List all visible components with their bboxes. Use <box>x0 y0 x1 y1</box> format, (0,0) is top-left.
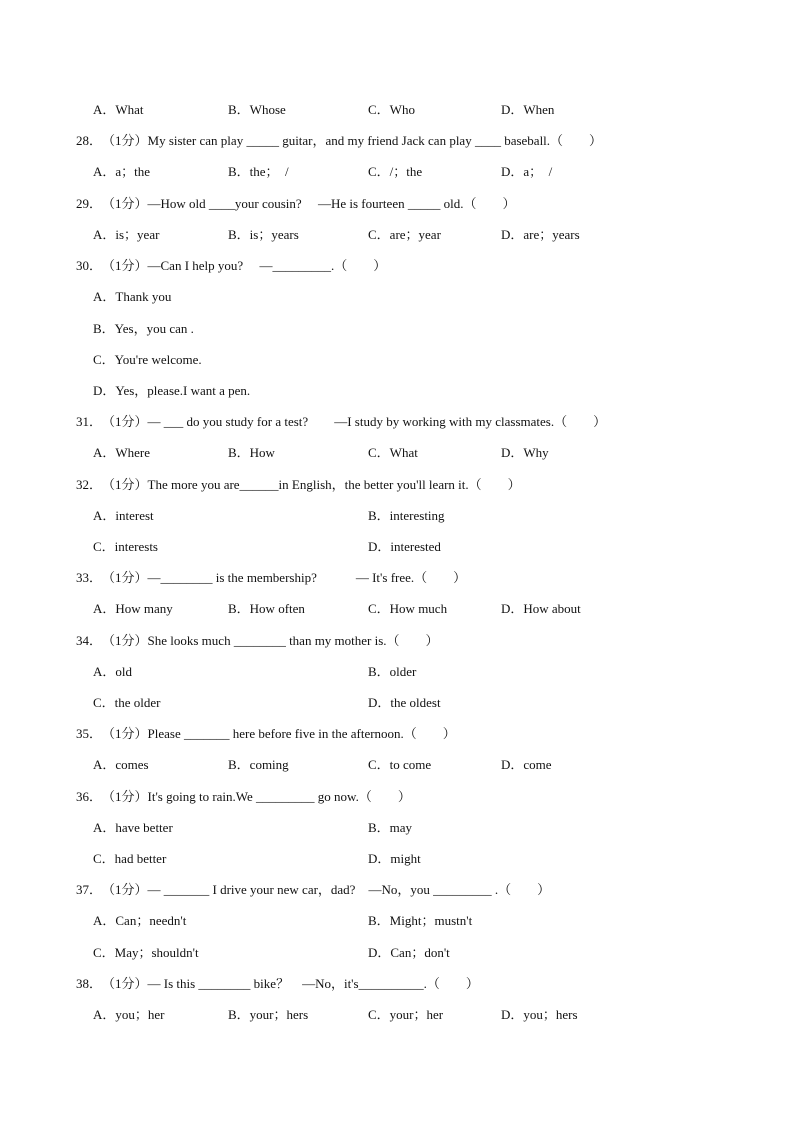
q28-option-a: A．a；the <box>93 164 151 179</box>
q38-option-a: A．you；her <box>93 1007 165 1022</box>
q35-option-b: B．coming <box>228 757 289 772</box>
q34-text: She looks much ________ than my mother is.（ ） <box>147 633 439 648</box>
q29-text: —How old ____your cousin? —He is fourteen _____ old.（ ） <box>147 196 516 211</box>
q35-text: Please _______ here before five in the afternoon.（ ） <box>147 726 456 741</box>
q38-text: — Is this ________ bike？ —No，it's__________.（ ） <box>147 976 479 991</box>
q27-option-a: A．What <box>93 102 144 117</box>
q32-stem <box>0 475 794 495</box>
q38-number: 38． <box>76 976 103 991</box>
q29-option-b: B．is；years <box>228 227 299 242</box>
q36-score: （1分） <box>102 789 148 804</box>
q27-option-d: D．When <box>501 102 555 117</box>
q37-text: — _______ I drive your new car，dad? —No，you _________ .（ ） <box>147 882 551 897</box>
q32-option-d: D．interested <box>368 539 441 554</box>
q37-score: （1分） <box>102 882 148 897</box>
q31-text: — ___ do you study for a test? —I study by working with my classmates.（ ） <box>147 414 607 429</box>
q35-option-a: A．comes <box>93 757 149 772</box>
q33-text: —________ is the membership? — It's free.（ ） <box>147 570 467 585</box>
q38-option-d: D．you；hers <box>501 1007 578 1022</box>
q32-number: 32． <box>76 477 103 492</box>
q36-option-d: D．might <box>368 851 421 866</box>
q34-number: 34． <box>76 633 103 648</box>
q34-option-a: A．old <box>93 664 133 679</box>
q36-option-a: A．have better <box>93 820 173 835</box>
q36-text: It's going to rain.We _________ go now.（ ） <box>147 789 411 804</box>
q28-option-b: B．the； / <box>228 164 289 179</box>
q27-options <box>0 100 794 120</box>
q31-option-a: A．Where <box>93 445 151 460</box>
q35-number: 35． <box>76 726 103 741</box>
q28-option-c: C．/；the <box>368 164 423 179</box>
q33-option-d: D．How about <box>501 601 581 616</box>
q31-option-d: D．Why <box>501 445 549 460</box>
q32-options-row2 <box>0 537 794 557</box>
q30-option-c-row <box>0 350 794 370</box>
q38-option-b: B．your；hers <box>228 1007 309 1022</box>
q36-option-b: B．may <box>368 820 413 835</box>
q32-score: （1分） <box>102 477 148 492</box>
q30-option-b: B．Yes，you can . <box>93 321 194 336</box>
q34-stem <box>0 631 794 651</box>
q37-stem <box>0 880 794 900</box>
q29-option-a: A．is；year <box>93 227 160 242</box>
q33-option-a: A．How many <box>93 601 173 616</box>
q34-option-c: C．the older <box>93 695 161 710</box>
q30-stem <box>0 256 794 276</box>
q28-number: 28． <box>76 133 103 148</box>
q33-option-b: B．How often <box>228 601 305 616</box>
q28-score: （1分） <box>102 133 148 148</box>
q32-option-b: B．interesting <box>368 508 445 523</box>
q29-option-c: C．are；year <box>368 227 441 242</box>
q30-option-b-row <box>0 319 794 339</box>
q29-stem <box>0 194 794 214</box>
q34-option-b: B．older <box>368 664 417 679</box>
q30-option-c: C．You're welcome. <box>93 352 202 367</box>
q31-number: 31． <box>76 414 103 429</box>
q36-options-row1 <box>0 818 794 838</box>
q35-option-d: D．come <box>501 757 552 772</box>
q36-stem <box>0 787 794 807</box>
q34-options-row1 <box>0 662 794 682</box>
q36-options-row2 <box>0 849 794 869</box>
q30-text: —Can I help you? —_________.（ ） <box>147 258 387 273</box>
q32-option-a: A．interest <box>93 508 154 523</box>
q34-options-row2 <box>0 693 794 713</box>
q30-option-d: D．Yes，please.I want a pen. <box>93 383 251 398</box>
q32-text: The more you are______in English，the better you'll learn it.（ ） <box>147 477 521 492</box>
q35-options <box>0 755 794 775</box>
q30-number: 30． <box>76 258 103 273</box>
q29-options <box>0 225 794 245</box>
q30-option-a-row <box>0 287 794 307</box>
q35-stem <box>0 724 794 744</box>
q30-option-a: A．Thank you <box>93 289 172 304</box>
q29-score: （1分） <box>102 196 148 211</box>
q37-option-a: A．Can；needn't <box>93 913 187 928</box>
q37-option-b: B．Might；mustn't <box>368 913 473 928</box>
q37-options-row2 <box>0 943 794 963</box>
q32-option-c: C．interests <box>93 539 158 554</box>
q28-option-d: D．a； / <box>501 164 553 179</box>
q33-options <box>0 599 794 619</box>
q38-option-c: C．your；her <box>368 1007 444 1022</box>
q28-options <box>0 162 794 182</box>
q29-number: 29． <box>76 196 103 211</box>
q28-stem <box>0 131 794 151</box>
q35-score: （1分） <box>102 726 148 741</box>
q38-stem <box>0 974 794 994</box>
q31-option-c: C．What <box>368 445 418 460</box>
q31-score: （1分） <box>102 414 148 429</box>
q34-score: （1分） <box>102 633 148 648</box>
q28-text: My sister can play _____ guitar，and my friend Jack can play ____ baseball.（ ） <box>147 133 603 148</box>
q27-option-c: C．Who <box>368 102 415 117</box>
q37-options-row1 <box>0 911 794 931</box>
q36-number: 36． <box>76 789 103 804</box>
q38-score: （1分） <box>102 976 148 991</box>
q31-option-b: B．How <box>228 445 275 460</box>
q30-option-d-row <box>0 381 794 401</box>
q34-option-d: D．the oldest <box>368 695 441 710</box>
q37-number: 37． <box>76 882 103 897</box>
q33-option-c: C．How much <box>368 601 448 616</box>
q30-score: （1分） <box>102 258 148 273</box>
q27-option-b: B．Whose <box>228 102 286 117</box>
q31-options <box>0 443 794 463</box>
q33-number: 33． <box>76 570 103 585</box>
q32-options-row1 <box>0 506 794 526</box>
q29-option-d: D．are；years <box>501 227 580 242</box>
q33-stem <box>0 568 794 588</box>
q31-stem <box>0 412 794 432</box>
q37-option-c: C．May；shouldn't <box>93 945 199 960</box>
q35-option-c: C．to come <box>368 757 432 772</box>
q38-options <box>0 1005 794 1025</box>
q37-option-d: D．Can；don't <box>368 945 450 960</box>
q36-option-c: C．had better <box>93 851 167 866</box>
q33-score: （1分） <box>102 570 148 585</box>
